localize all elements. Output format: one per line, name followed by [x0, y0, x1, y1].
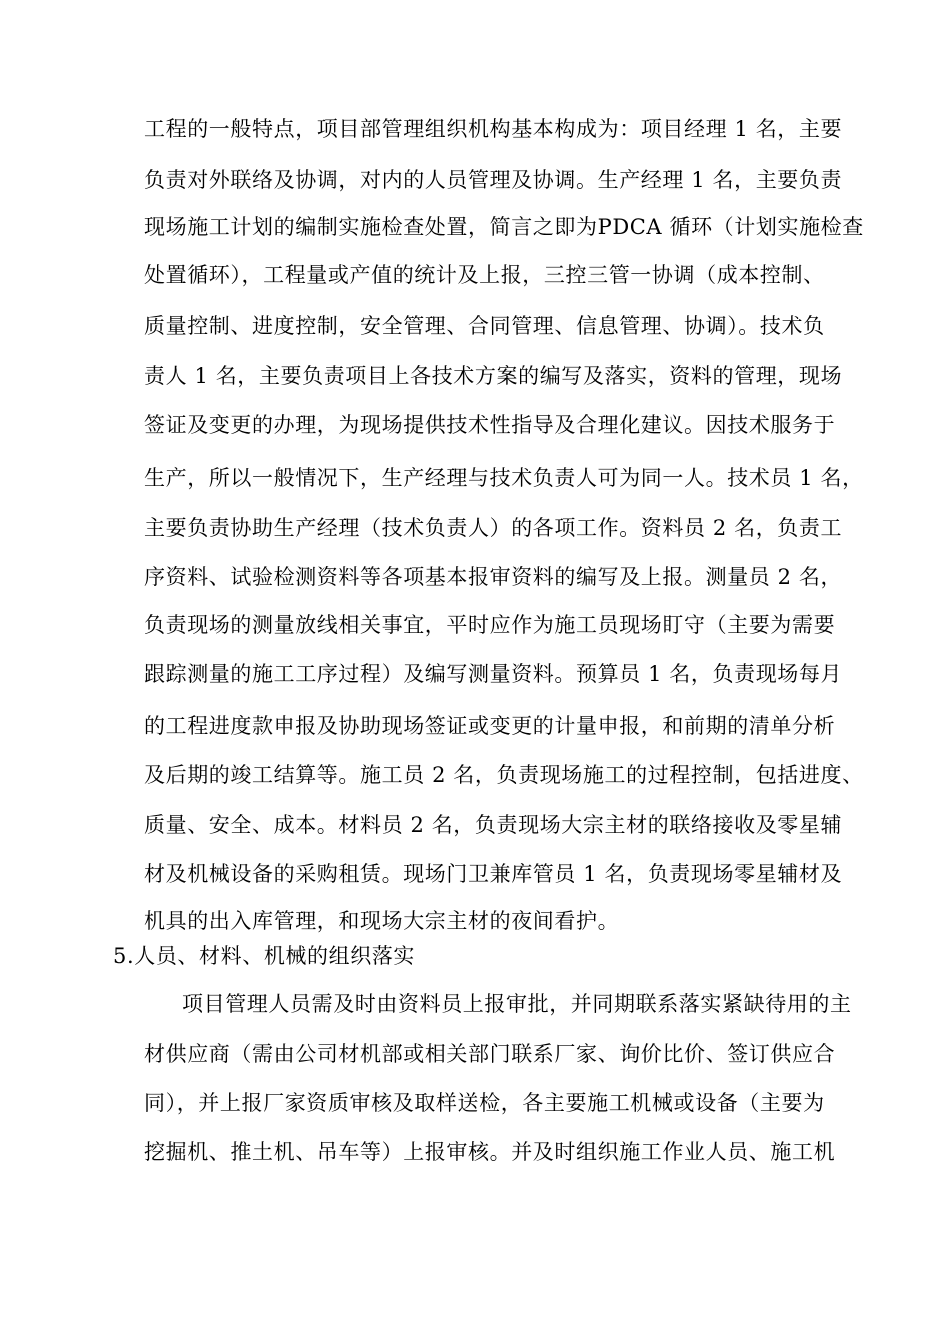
text-line: 负责对外联络及协调，对内的人员管理及协调。生产经理 1 名，主要负责 [144, 168, 843, 192]
text-line: 现场施工计划的编制实施检查处置，简言之即为PDCA 循环（计划实施检查 [144, 215, 864, 239]
text-line: 挖掘机、推土机、吊车等）上报审核。并及时组织施工作业人员、施工机 [144, 1140, 836, 1164]
text-line: 项目管理人员需及时由资料员上报审批，并同期联系落实紧缺待用的主 [182, 992, 852, 1016]
text-line: 序资料、试验检测资料等各项基本报审资料的编写及上报。测量员 2 名， [144, 565, 843, 589]
text-line: 工程的一般特点，项目部管理组织机构基本构成为：项目经理 1 名，主要 [144, 117, 843, 141]
text-line: 生产，所以一般情况下，生产经理与技术负责人可为同一人。技术员 1 名， [144, 466, 864, 490]
text-line: 及后期的竣工结算等。施工员 2 名，负责现场施工的过程控制，包括进度、 [144, 763, 864, 787]
text-line: 处置循环），工程量或产值的统计及上报，三控三管一协调（成本控制、 [144, 263, 825, 287]
text-line: 机具的出入库管理，和现场大宗主材的夜间看护。 [144, 909, 620, 933]
section-heading: 5.人员、材料、机械的组织落实 [113, 944, 416, 968]
text-line: 负责现场的测量放线相关事宜，平时应作为施工员现场盯守（主要为需要 [144, 613, 836, 637]
text-line: 责人 1 名，主要负责项目上各技术方案的编写及落实，资料的管理，现场 [144, 364, 843, 388]
text-line: 主要负责协助生产经理（技术负责人）的各项工作。资料员 2 名，负责工 [144, 516, 843, 540]
text-line: 跟踪测量的施工工序过程）及编写测量资料。预算员 1 名，负责现场每月 [144, 662, 843, 686]
text-line: 签证及变更的办理，为现场提供技术性指导及合理化建议。因技术服务于 [144, 413, 836, 437]
text-line: 的工程进度款申报及协助现场签证或变更的计量申报，和前期的清单分析 [144, 714, 836, 738]
text-line: 材及机械设备的采购租赁。现场门卫兼库管员 1 名，负责现场零星辅材及 [144, 862, 843, 886]
text-line: 材供应商（需由公司材机部或相关部门联系厂家、询价比价、签订供应合 [144, 1042, 836, 1066]
text-line: 质量控制、进度控制，安全管理、合同管理、信息管理、协调）。技术负 [144, 314, 825, 338]
text-line: 质量、安全、成本。材料员 2 名，负责现场大宗主材的联络接收及零星辅 [144, 813, 843, 837]
text-line: 同），并上报厂家资质审核及取样送检，各主要施工机械或设备（主要为 [144, 1091, 825, 1115]
